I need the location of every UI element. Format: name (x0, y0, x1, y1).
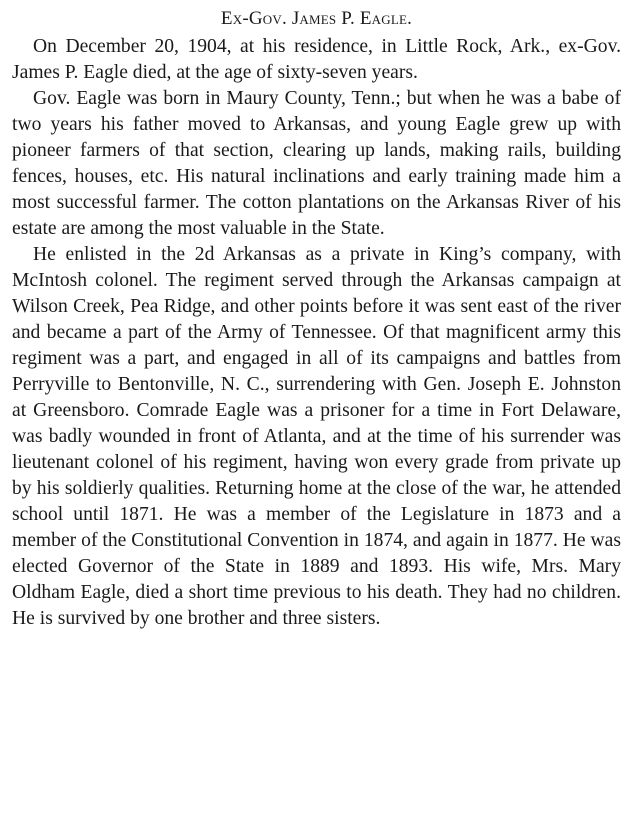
paragraph-military-and-political-career: He enlisted in the 2d Arkansas as a private in King’s company, with McIntosh colonel. The regiment served through the Arkansas campaign at Wilson Creek, Pea Ridge, and other points before it was sent east of the river and became a part of the Army of Tennessee. Of that magnificent army this regiment was a part, and engaged in all of its campaigns and battles from Perryville to Bentonville, N. C., surrendering with Gen. Joseph E. Johnston at Greensboro. Comrade Eagle was a prisoner for a time in Fort Delaware, was badly wounded in front of Atlanta, and at the time of his surrender was lieutenant colonel of his regiment, having won every grade from private up by his soldierly qualities. Returning home at the close of the war, he attended school until 1871. He was a member of the Legislature in 1873 and a member of the Constitutional Convention in 1874, and again in 1877. He was elected Governor of the State in 1889 and 1893. His wife, Mrs. Mary Oldham Eagle, died a short time previous to his death. They had no children. He is survived by one brother and three sisters. (12, 244, 621, 629)
article-title (12, 6, 621, 32)
article-title-text: Ex-Gov. James P. Eagle. (220, 8, 413, 29)
paragraph-early-life: Gov. Eagle was born in Maury County, Tenn.; but when he was a babe of two years his father moved to Arkansas, and young Eagle grew up with pioneer farmers of that section, clearing up lands, making rails, building fences, houses, etc. His natural inclinations and early training made him a most successful farmer. The cotton plantations on the Arkansas River of his estate are among the most valuable in the State. (12, 88, 621, 239)
paragraph-death-notice: On December 20, 1904, at his residence, in Little Rock, Ark., ex-Gov. James P. Eagle died, at the age of sixty-seven years. (12, 36, 621, 83)
